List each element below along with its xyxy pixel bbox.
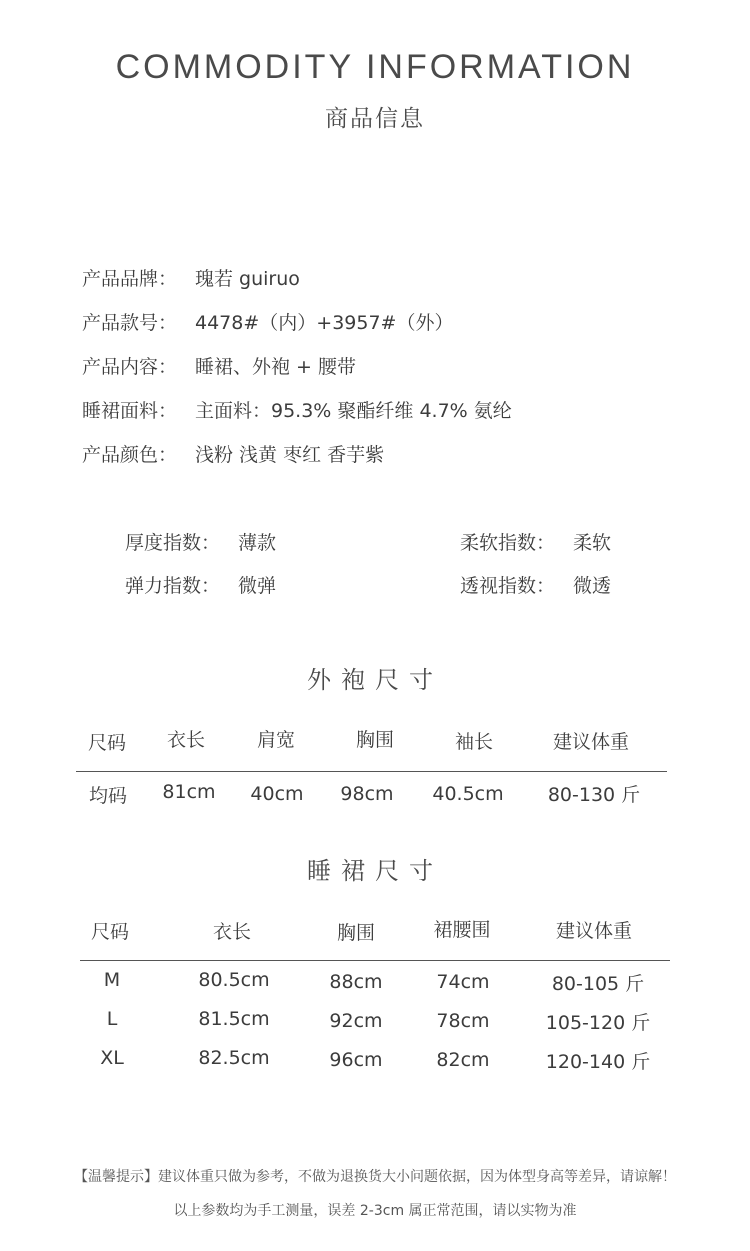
info-value: 瑰若 guiruo [195,268,300,290]
robe-header-rule [76,771,667,772]
info-value: 浅粉 浅黄 枣红 香芋紫 [195,444,385,466]
info-row-brand [82,264,300,291]
robe-size-title: 外袍尺寸 [307,666,443,694]
index-label: 柔软指数： [460,532,556,554]
dress-header-chest: 胸围 [336,922,376,944]
index-value: 微透 [573,575,612,597]
dress-cell: 92cm [329,1010,383,1032]
dress-size-title: 睡裙尺寸 [307,857,443,885]
dress-header-rule [80,960,670,961]
info-value: 主面料：95.3% 聚酯纤维 4.7% 氨纶 [195,400,512,422]
index-label: 透视指数： [460,575,556,597]
info-label: 睡裙面料： [82,400,178,422]
index-thickness [125,528,276,555]
info-label: 产品内容： [82,356,178,378]
info-row-model [82,308,453,335]
info-value: 4478#（内）+3957#（外） [195,312,454,334]
index-value: 柔软 [573,532,612,554]
robe-header-size: 尺码 [87,732,127,754]
index-label: 弹力指数： [125,575,221,597]
robe-header-shoulder: 肩宽 [256,729,296,751]
dress-cell: XL [100,1047,124,1069]
dress-header-size: 尺码 [90,921,130,943]
index-transparency [460,571,611,598]
dress-header-waist: 裙腰围 [433,919,491,941]
robe-header-chest: 胸围 [355,729,395,751]
dress-header-weight: 建议体重 [555,920,633,942]
dress-cell: 120-140 斤 [545,1051,651,1073]
measure-note: 以上参数均为手工测量，误差 2-3cm 属正常范围，请以实物为准 [173,1203,577,1219]
page-title-cn: 商品信息 [325,106,425,132]
info-row-fabric [82,396,512,423]
index-elasticity [125,571,276,598]
info-row-content [82,352,356,379]
dress-header-length: 衣长 [212,921,252,943]
dress-cell: 80-105 斤 [551,973,645,995]
index-value: 微弹 [238,575,277,597]
robe-header-length: 衣长 [166,729,206,751]
dress-cell: 105-120 斤 [545,1012,651,1034]
info-label: 产品品牌： [82,268,178,290]
robe-cell: 98cm [340,783,394,805]
info-row-color [82,440,384,467]
dress-cell: 78cm [436,1010,490,1032]
info-value: 睡裙、外袍 + 腰带 [195,356,356,378]
dress-cell: 96cm [329,1049,383,1071]
robe-cell: 均码 [88,785,128,807]
dress-cell: 80.5cm [198,969,270,991]
page-title-en: COMMODITY INFORMATION [115,48,635,86]
dress-cell: M [103,969,121,991]
dress-cell: 88cm [329,971,383,993]
dress-cell: 82.5cm [198,1047,270,1069]
robe-cell: 40.5cm [432,783,504,805]
dress-cell: 81.5cm [198,1008,270,1030]
info-label: 产品款号： [82,312,178,334]
robe-cell: 81cm [162,781,216,803]
robe-cell: 80-130 斤 [547,784,641,806]
dress-cell: L [106,1008,118,1030]
robe-cell: 40cm [250,783,304,805]
info-label: 产品颜色： [82,444,178,466]
index-value: 薄款 [238,532,277,554]
dress-cell: 74cm [436,971,490,993]
dress-cell: 82cm [436,1049,490,1071]
index-label: 厚度指数： [125,532,221,554]
robe-header-weight: 建议体重 [552,731,630,753]
robe-header-sleeve: 袖长 [454,731,494,753]
index-softness [460,528,611,555]
tip-note: 【温馨提示】建议体重只做为参考，不做为退换货大小问题依据，因为体型身高等差异，请谅解！ [74,1169,676,1185]
